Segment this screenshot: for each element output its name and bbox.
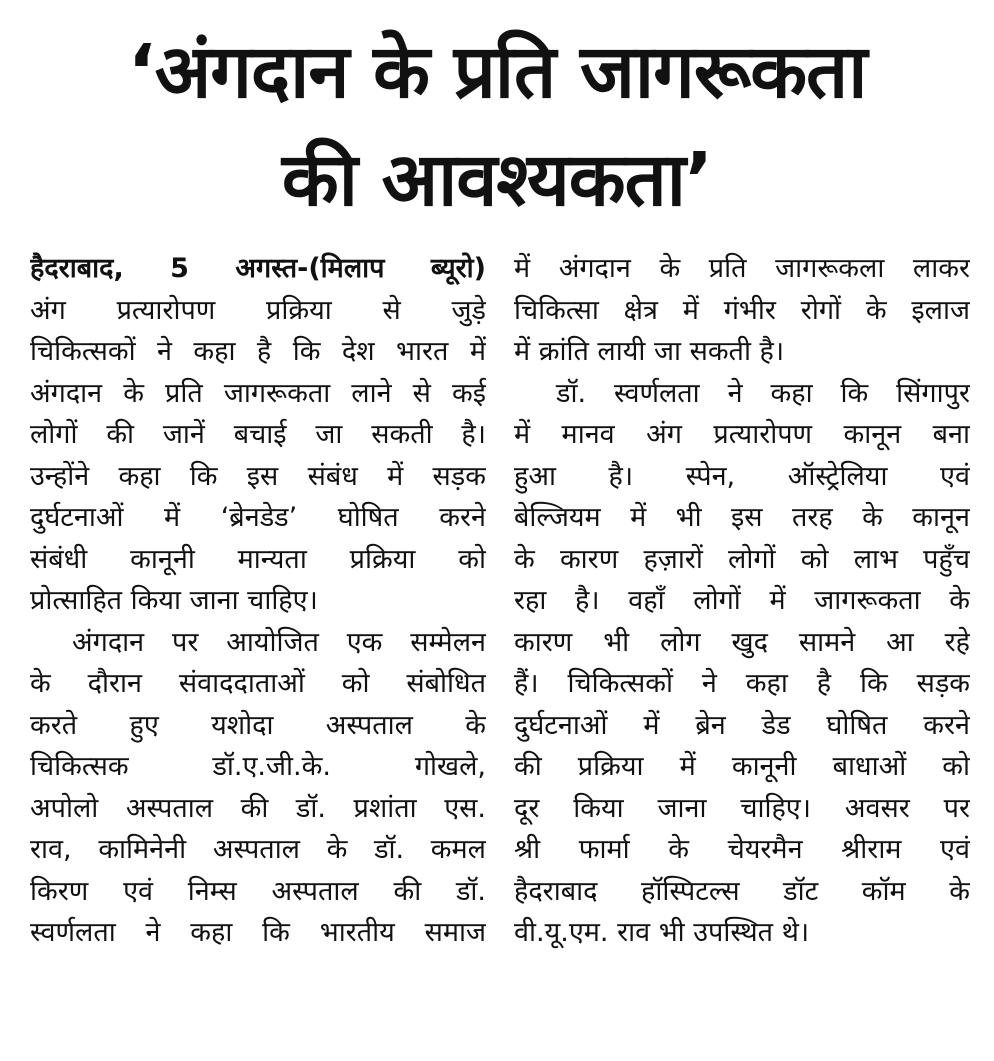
- headline: [0, 18, 994, 234]
- text-line: दुर्घटनाओं में ब्रेन डेड घोषित करने: [514, 709, 970, 741]
- text-line: चिकित्सा क्षेत्र में गंभीर रोगों के इलाज: [514, 294, 970, 326]
- text-line: अंग प्रत्यारोपण प्रक्रिया से जुड़े: [30, 294, 486, 326]
- text-line: अपोलो अस्पताल की डॉ. प्रशांता एस.: [30, 792, 486, 824]
- dateline: हैदराबाद, 5 अगस्त-(मिलाप ब्यूरो): [30, 253, 486, 284]
- text-line: हुआ है। स्पेन, ऑस्ट्रेलिया एवं: [514, 460, 970, 492]
- text-line: चिकित्सकों ने कहा है कि देश भारत में: [30, 336, 486, 367]
- headline-line-1: ‘अंगदान के प्रति जागरूकता: [127, 29, 867, 115]
- article-column-left: [30, 248, 486, 954]
- paragraph-start: अंगदान पर आयोजित एक सम्मेलन: [72, 626, 486, 658]
- text-line: की प्रक्रिया में कानूनी बाधाओं को: [514, 751, 970, 782]
- text-line: प्रोत्साहित किया जाना चाहिए।: [30, 585, 318, 616]
- text-line: के दौरान संवाददाताओं को संबोधित: [30, 668, 486, 699]
- text-line: किरण एवं निम्स अस्पताल की डॉ.: [30, 875, 486, 907]
- text-line: करते हुए यशोदा अस्पताल के: [30, 709, 486, 741]
- text-line: में अंगदान के प्रति जागरूकला लाकर: [514, 253, 970, 284]
- text-line: चिकित्सक डॉ.ए.जी.के. गोखले,: [30, 751, 486, 782]
- text-line: कारण भी लोग खुद सामने आ रहे: [514, 626, 970, 658]
- text-line: दूर किया जाना चाहिए। अवसर पर: [514, 792, 970, 824]
- text-line: के कारण हज़ारों लोगों को लाभ पहुँच: [514, 543, 970, 575]
- text-line: संबंधी कानूनी मान्यता प्रक्रिया को: [30, 543, 486, 575]
- text-line: लोगों की जानें बचाई जा सकती है।: [30, 419, 486, 450]
- text-line: स्वर्णलता ने कहा कि भारतीय समाज: [30, 917, 486, 948]
- text-line: रहा है। वहाँ लोगों में जागरूकता के: [514, 585, 970, 616]
- headline-line-2: की आवश्यकता’: [281, 137, 713, 223]
- text-line: राव, कामिनेनी अस्पताल के डॉ. कमल: [30, 834, 486, 865]
- paragraph-start: डॉ. स्वर्णलता ने कहा कि सिंगापुर: [556, 377, 970, 409]
- text-line: में क्रांति लायी जा सकती है।: [514, 336, 785, 367]
- text-line: उन्होंने कहा कि इस संबंध में सड़क: [30, 460, 486, 492]
- text-line: हैं। चिकित्सकों ने कहा है कि सड़क: [514, 668, 970, 699]
- text-line: अंगदान के प्रति जागरूकता लाने से कई: [30, 377, 486, 409]
- article-column-right: [514, 248, 970, 954]
- text-line: वी.यू.एम. राव भी उपस्थित थे।: [514, 917, 810, 948]
- text-line: में मानव अंग प्रत्यारोपण कानून बना: [514, 419, 970, 450]
- text-line: बेल्जियम में भी इस तरह के कानून: [514, 502, 970, 533]
- text-line: दुर्घटनाओं में ‘ब्रेनडेड’ घोषित करने: [30, 502, 486, 533]
- text-line: हैदराबाद हॉस्पिटल्स डॉट कॉम के: [514, 875, 970, 907]
- text-line: श्री फार्मा के चेयरमैन श्रीराम एवं: [514, 834, 970, 865]
